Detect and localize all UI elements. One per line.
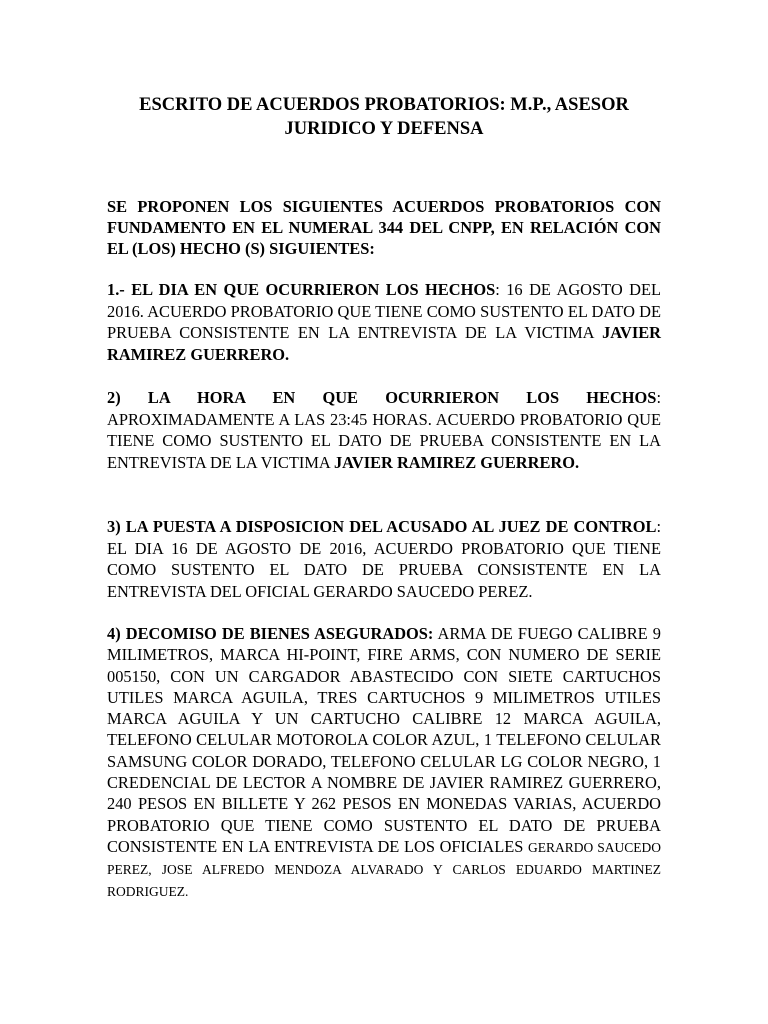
item-body: ARMA DE FUEGO CALIBRE 9 MILIMETROS, MARCA HI-POINT, FIRE ARMS, CON NUMERO DE SERIE 005150, CON UN CARGADOR ABASTECIDO CON SIETE CARTUCHOS UTILES MARCA AGUILA, TRES CARTUCHOS 9 MILIMETROS UTILES MARCA AGUILA Y UN CARTUCHO CALIBRE 12 MARCA AGUILA, TELEFONO CELULAR MOTOROLA COLOR AZUL, 1 TELEFONO CELULAR SAMSUNG COLOR DORADO, TELEFONO CELULAR LG COLOR NEGRO, 1 CREDENCIAL DE LECTOR A NOMBRE DE JAVIER RAMIREZ GUERRERO, 240 PESOS EN BILLETE Y 262 PESOS EN MONEDAS VARIAS, ACUERDO PROBATORIO QUE TIENE COMO SUSTENTO EL DATO DE PRUEBA CONSISTENTE EN LA ENTREVISTA DE LOS OFICIALES — [107, 624, 661, 856]
officers-names: GERARDO SAUCEDO PEREZ, JOSE ALFREDO MENDOZA ALVARADO Y CARLOS EDUARDO MARTINEZ RODRIGUEZ. — [107, 839, 661, 899]
item-body: : 16 DE AGOSTO DEL 2016. ACUERDO PROBATORIO QUE TIENE COMO SUSTENTO EL DATO DE PRUEBA CONSISTENTE EN LA ENTREVISTA DE LA VICTIMA — [107, 280, 661, 342]
item-heading: 4) DECOMISO DE BIENES ASEGURADOS: — [107, 624, 434, 643]
item-body: : EL DIA 16 DE AGOSTO DE 2016, ACUERDO PROBATORIO QUE TIENE COMO SUSTENTO EL DATO DE PRUEBA CONSISTENTE EN LA ENTREVISTA DEL OFICIAL GERARDO SAUCEDO PEREZ. — [107, 517, 661, 601]
agreement-item-2 — [107, 387, 661, 473]
item-heading: 1.- EL DIA EN QUE OCURRIERON LOS HECHOS — [107, 280, 496, 299]
document-title: ESCRITO DE ACUERDOS PROBATORIOS: M.P., ASESOR JURIDICO Y DEFENSA — [139, 95, 629, 139]
victim-name: JAVIER RAMIREZ GUERRERO. — [107, 323, 661, 364]
agreement-item-3 — [107, 516, 661, 602]
item-heading: 3) LA PUESTA A DISPOSICION DEL ACUSADO AL JUEZ DE CONTROL — [107, 517, 657, 536]
agreement-item-1 — [107, 279, 661, 365]
item-heading: 2) LA HORA EN QUE OCURRIERON LOS HECHOS — [107, 388, 657, 407]
item-body: : APROXIMADAMENTE A LAS 23:45 HORAS. ACUERDO PROBATORIO QUE TIENE COMO SUSTENTO EL DATO DE PRUEBA CONSISTENTE EN LA ENTREVISTA DE LA VICTIMA — [107, 388, 661, 472]
agreement-item-4 — [107, 623, 661, 902]
intro-paragraph: SE PROPONEN LOS SIGUIENTES ACUERDOS PROBATORIOS CON FUNDAMENTO EN EL NUMERAL 344 DEL CNPP, EN RELACIÓN CON EL (LOS) HECHO (S) SIGUIENTES: — [107, 197, 661, 258]
victim-name: JAVIER RAMIREZ GUERRERO. — [333, 452, 580, 472]
